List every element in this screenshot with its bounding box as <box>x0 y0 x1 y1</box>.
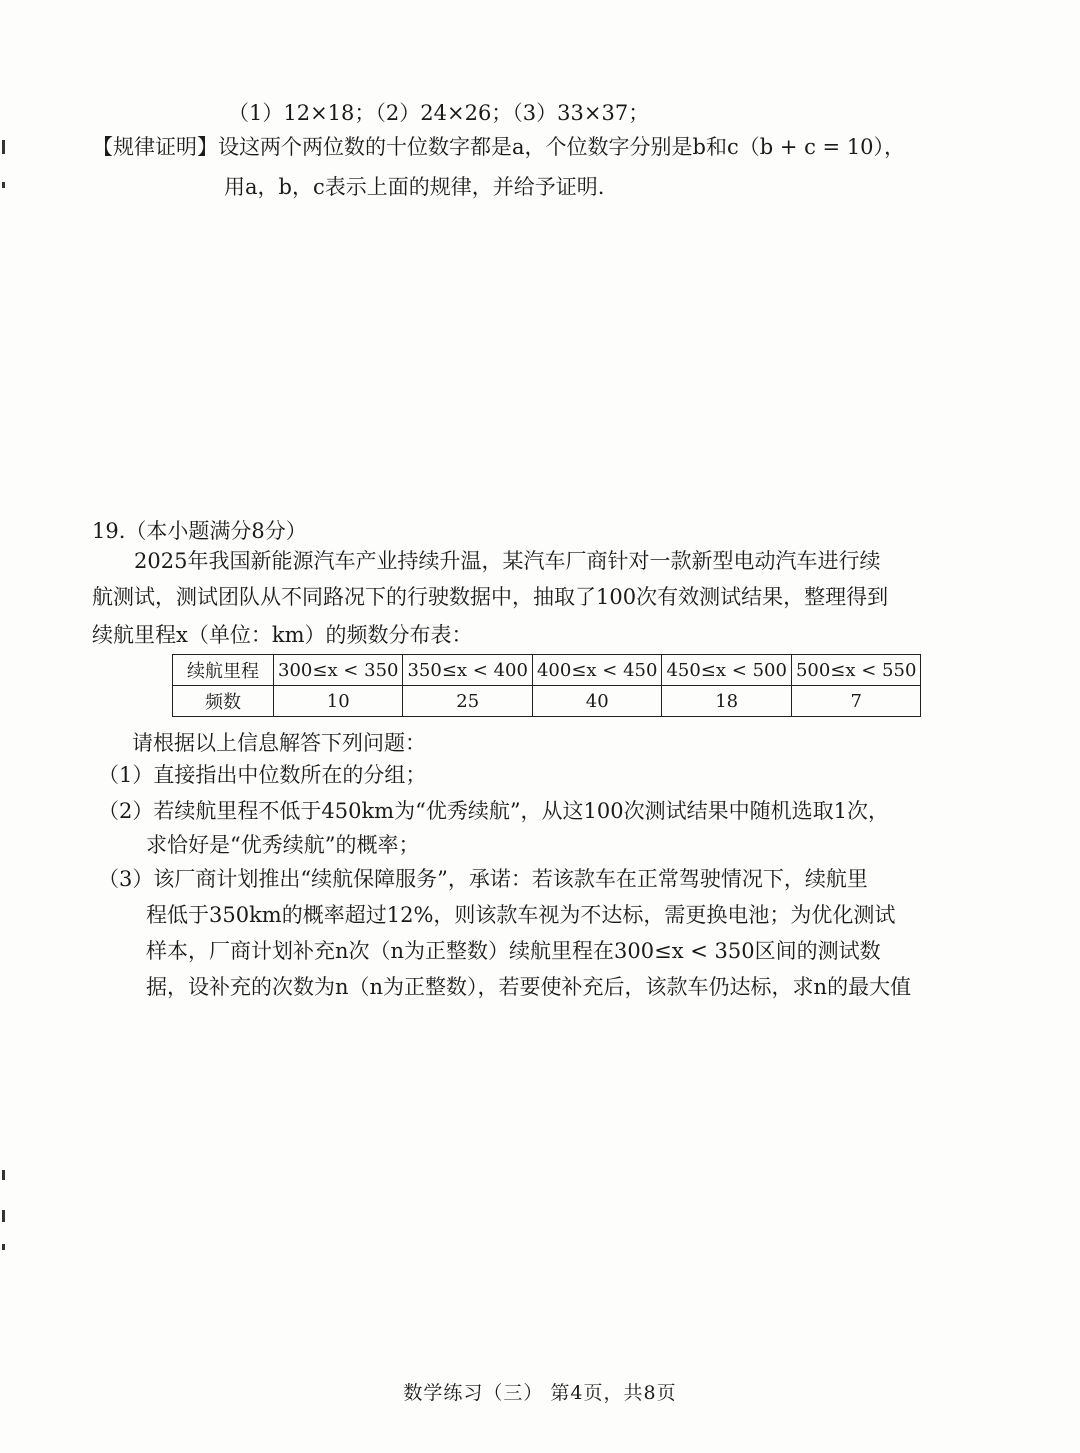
q19-sub-question-2-line-2: 求恰好是“优秀续航”的概率； <box>146 833 420 857</box>
q18-sub-items: （1）12×18；（2）24×26；（3）33×37； <box>228 101 650 125</box>
table-header-cell: 续航里程 <box>173 655 274 686</box>
margin-mark <box>2 1210 5 1222</box>
q19-instruction: 请根据以上信息解答下列问题： <box>132 731 426 755</box>
interval-cell: 450≤x < 500 <box>662 655 791 686</box>
interval-cell: 300≤x < 350 <box>274 655 403 686</box>
q19-paragraph-line-3: 续航里程x（单位：km）的频数分布表： <box>92 623 473 647</box>
interval-cell: 400≤x < 450 <box>532 655 661 686</box>
q19-paragraph-line-1: 2025年我国新能源汽车产业持续升温，某汽车厂商针对一款新型电动汽车进行续 <box>134 549 881 573</box>
q18-proof-line-2: 用a，b，c表示上面的规律，并给予证明. <box>224 175 605 199</box>
table-header-cell: 频数 <box>173 686 274 717</box>
q19-sub-question-3-line-4: 据，设补充的次数为n（n为正整数），若要使补充后，该款车仍达标，求n的最大值 <box>146 975 912 999</box>
table-row <box>173 686 921 717</box>
q19-paragraph-line-2: 航测试，测试团队从不同路况下的行驶数据中，抽取了100次有效测试结果，整理得到 <box>92 585 889 609</box>
interval-cell: 350≤x < 400 <box>403 655 532 686</box>
frequency-table <box>172 654 921 717</box>
q18-proof-line-1: 【规律证明】设这两个两位数的十位数字都是a，个位数字分别是b和c（b + c = 10）， <box>92 135 906 159</box>
margin-mark <box>2 182 5 188</box>
frequency-cell: 40 <box>532 686 661 717</box>
table-row <box>173 655 921 686</box>
margin-mark <box>2 140 5 154</box>
margin-mark <box>2 1244 5 1250</box>
q19-sub-question-1: （1）直接指出中位数所在的分组； <box>98 763 427 787</box>
q19-sub-question-2-line-1: （2）若续航里程不低于450km为“优秀续航”，从这100次测试结果中随机选取1次， <box>98 799 889 823</box>
q19-sub-question-3-line-2: 程低于350km的概率超过12%，则该款车视为不达标，需更换电池；为优化测试 <box>146 903 896 927</box>
frequency-cell: 7 <box>791 686 920 717</box>
frequency-cell: 18 <box>662 686 791 717</box>
q19-sub-question-3-line-3: 样本，厂商计划补充n次（n为正整数）续航里程在300≤x < 350区间的测试数 <box>146 939 881 963</box>
q19-heading: 19.（本小题满分8分） <box>92 519 307 543</box>
page-footer: 数学练习（三） 第4页，共8页 <box>403 1382 677 1404</box>
frequency-cell: 25 <box>403 686 532 717</box>
margin-mark <box>2 1170 5 1180</box>
interval-cell: 500≤x < 550 <box>791 655 920 686</box>
frequency-cell: 10 <box>274 686 403 717</box>
q19-sub-question-3-line-1: （3）该厂商计划推出“续航保障服务”，承诺：若该款车在正常驾驶情况下，续航里 <box>98 867 868 891</box>
